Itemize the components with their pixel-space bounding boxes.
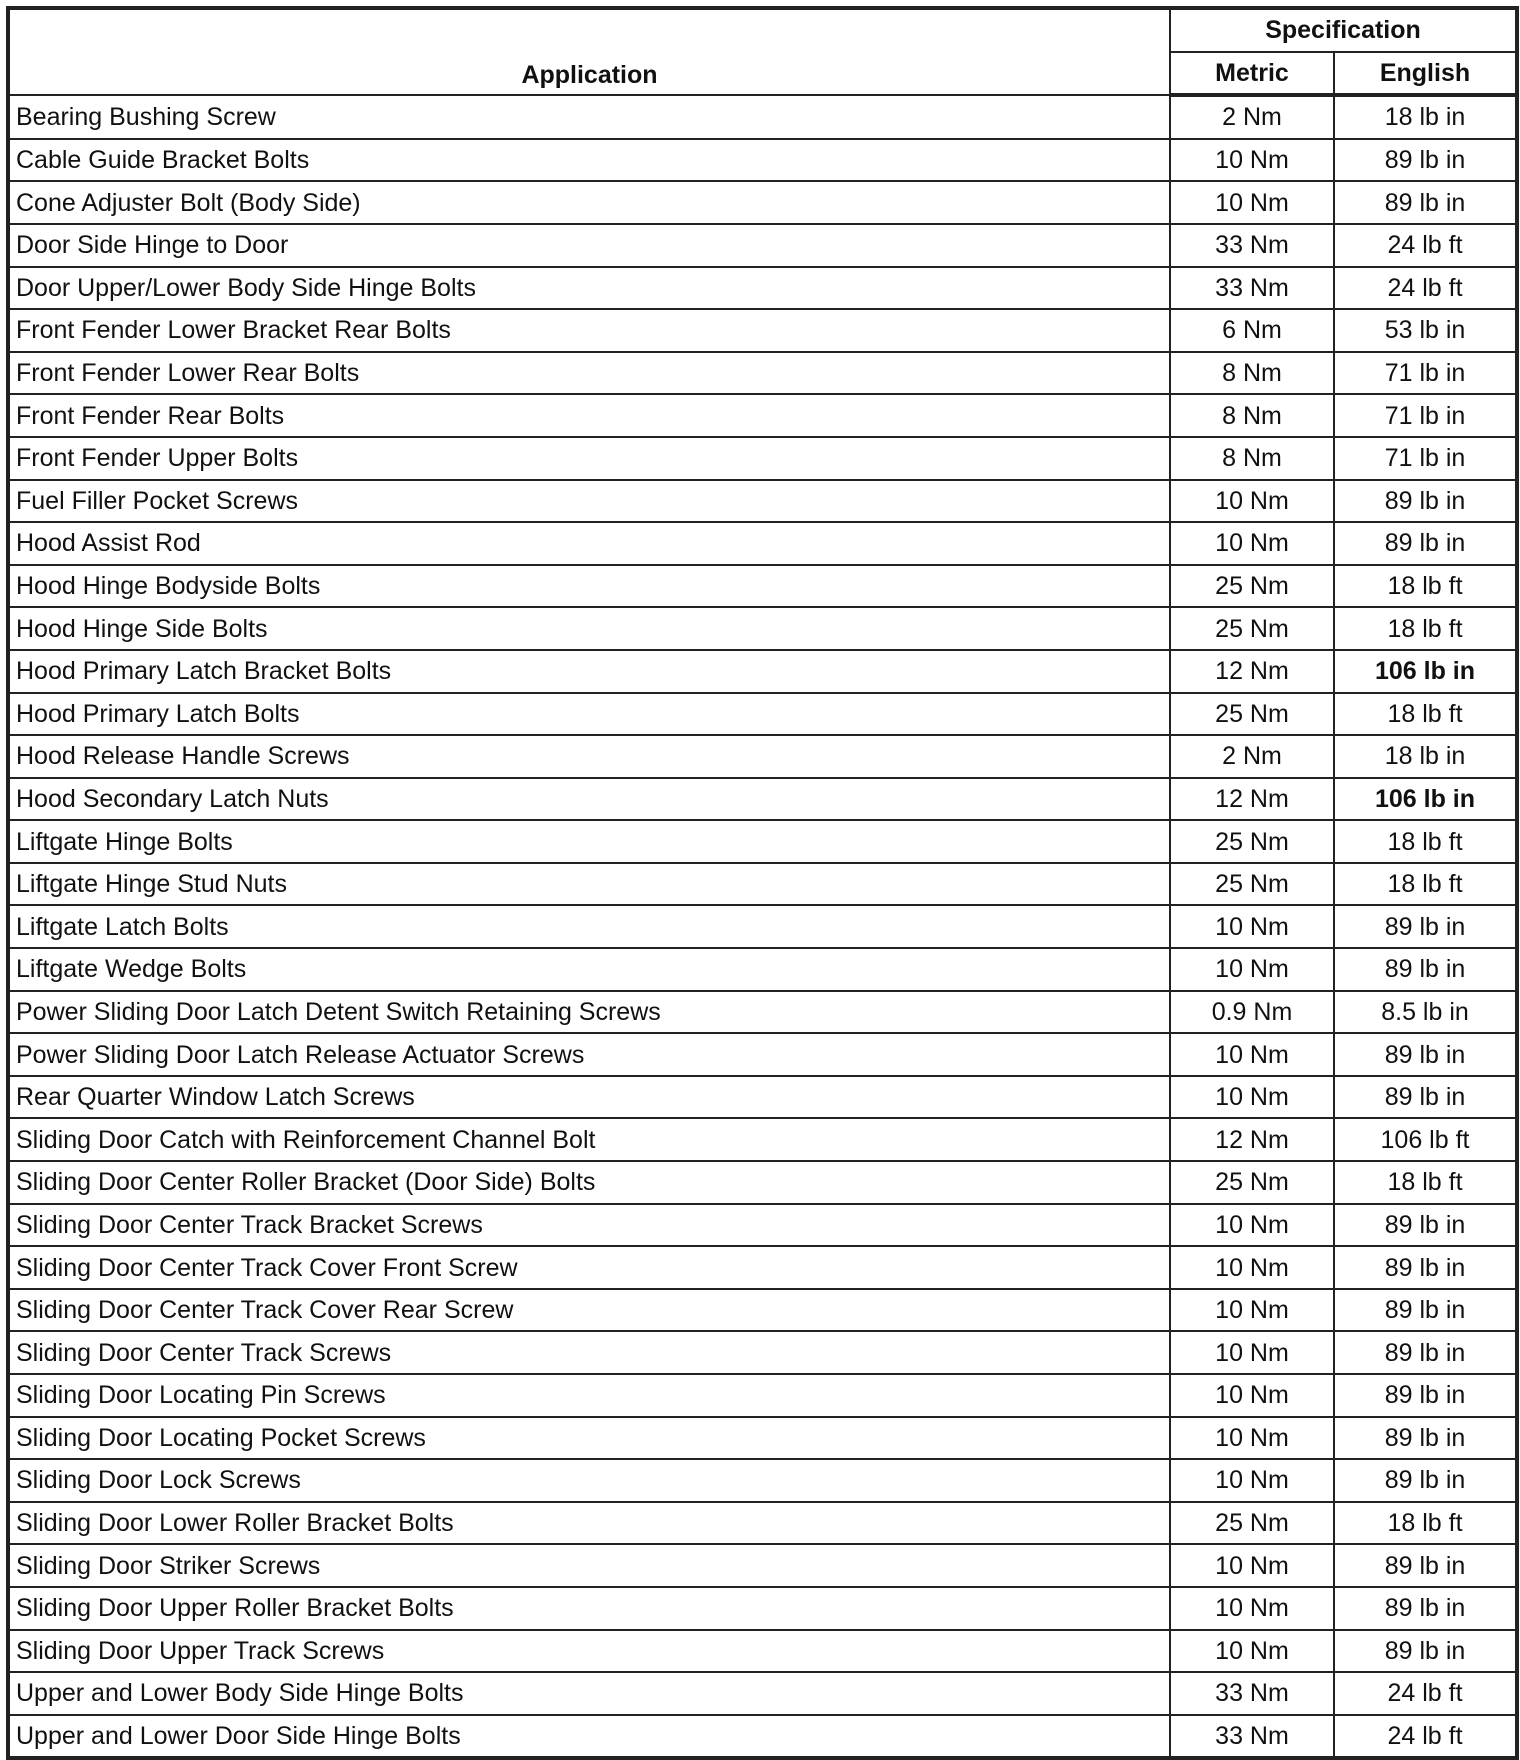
english-cell: 89 lb in: [1334, 1076, 1517, 1119]
metric-cell: 10 Nm: [1170, 1630, 1334, 1673]
application-cell: Power Sliding Door Latch Release Actuator Screws: [8, 1033, 1170, 1076]
english-cell: 106 lb in: [1334, 650, 1517, 693]
application-cell: Sliding Door Upper Roller Bracket Bolts: [8, 1587, 1170, 1630]
table-row: [8, 1417, 1517, 1460]
english-cell: 89 lb in: [1334, 480, 1517, 523]
metric-cell: 33 Nm: [1170, 1672, 1334, 1715]
metric-cell: 10 Nm: [1170, 1204, 1334, 1247]
english-cell: 89 lb in: [1334, 1374, 1517, 1417]
application-cell: Sliding Door Center Track Bracket Screws: [8, 1204, 1170, 1247]
table-row: [8, 1544, 1517, 1587]
header-metric: Metric: [1170, 52, 1334, 96]
english-cell: 18 lb in: [1334, 95, 1517, 139]
metric-cell: 25 Nm: [1170, 1502, 1334, 1545]
table-body: [8, 95, 1517, 1758]
table-row: [8, 139, 1517, 182]
table-row: [8, 778, 1517, 821]
application-cell: Hood Secondary Latch Nuts: [8, 778, 1170, 821]
fastener-spec-table: [6, 6, 1519, 1760]
metric-cell: 12 Nm: [1170, 778, 1334, 821]
table-row: [8, 1033, 1517, 1076]
english-cell: 18 lb ft: [1334, 1502, 1517, 1545]
metric-cell: 10 Nm: [1170, 1076, 1334, 1119]
table-row: [8, 735, 1517, 778]
application-cell: Liftgate Latch Bolts: [8, 905, 1170, 948]
metric-cell: 10 Nm: [1170, 1331, 1334, 1374]
application-cell: Sliding Door Center Track Cover Front Screw: [8, 1246, 1170, 1289]
metric-cell: 2 Nm: [1170, 95, 1334, 139]
english-cell: 89 lb in: [1334, 948, 1517, 991]
table-row: [8, 1246, 1517, 1289]
table-row: [8, 1161, 1517, 1204]
english-cell: 71 lb in: [1334, 352, 1517, 395]
application-cell: Sliding Door Center Track Cover Rear Screw: [8, 1289, 1170, 1332]
english-cell: 89 lb in: [1334, 1417, 1517, 1460]
application-cell: Sliding Door Lower Roller Bracket Bolts: [8, 1502, 1170, 1545]
english-cell: 71 lb in: [1334, 437, 1517, 480]
application-cell: Front Fender Lower Rear Bolts: [8, 352, 1170, 395]
application-cell: Sliding Door Lock Screws: [8, 1459, 1170, 1502]
metric-cell: 10 Nm: [1170, 1587, 1334, 1630]
metric-cell: 10 Nm: [1170, 1417, 1334, 1460]
table-row: [8, 607, 1517, 650]
application-cell: Liftgate Hinge Stud Nuts: [8, 863, 1170, 906]
metric-cell: 25 Nm: [1170, 1161, 1334, 1204]
metric-cell: 25 Nm: [1170, 565, 1334, 608]
table-row: [8, 1331, 1517, 1374]
table-row: [8, 1289, 1517, 1332]
metric-cell: 25 Nm: [1170, 820, 1334, 863]
metric-cell: 8 Nm: [1170, 437, 1334, 480]
header-application: Application: [8, 8, 1170, 95]
table-row: [8, 1076, 1517, 1119]
application-cell: Sliding Door Center Track Screws: [8, 1331, 1170, 1374]
metric-cell: 12 Nm: [1170, 650, 1334, 693]
english-cell: 89 lb in: [1334, 1204, 1517, 1247]
metric-cell: 25 Nm: [1170, 607, 1334, 650]
header-specification: Specification: [1170, 8, 1517, 52]
application-cell: Upper and Lower Door Side Hinge Bolts: [8, 1715, 1170, 1759]
application-cell: Front Fender Upper Bolts: [8, 437, 1170, 480]
english-cell: 106 lb ft: [1334, 1118, 1517, 1161]
english-cell: 89 lb in: [1334, 1289, 1517, 1332]
application-cell: Hood Hinge Side Bolts: [8, 607, 1170, 650]
application-cell: Cone Adjuster Bolt (Body Side): [8, 181, 1170, 224]
english-cell: 89 lb in: [1334, 1587, 1517, 1630]
english-cell: 89 lb in: [1334, 1033, 1517, 1076]
application-cell: Power Sliding Door Latch Detent Switch Retaining Screws: [8, 991, 1170, 1034]
application-cell: Hood Hinge Bodyside Bolts: [8, 565, 1170, 608]
english-cell: 89 lb in: [1334, 1544, 1517, 1587]
application-cell: Front Fender Rear Bolts: [8, 394, 1170, 437]
table-row: [8, 820, 1517, 863]
english-cell: 89 lb in: [1334, 1459, 1517, 1502]
application-cell: Bearing Bushing Screw: [8, 95, 1170, 139]
application-cell: Sliding Door Catch with Reinforcement Channel Bolt: [8, 1118, 1170, 1161]
application-cell: Hood Release Handle Screws: [8, 735, 1170, 778]
table-row: [8, 267, 1517, 310]
table-row: [8, 1715, 1517, 1759]
application-cell: Cable Guide Bracket Bolts: [8, 139, 1170, 182]
metric-cell: 33 Nm: [1170, 267, 1334, 310]
english-cell: 89 lb in: [1334, 522, 1517, 565]
metric-cell: 10 Nm: [1170, 480, 1334, 523]
table-row: [8, 1204, 1517, 1247]
metric-cell: 10 Nm: [1170, 1459, 1334, 1502]
application-cell: Upper and Lower Body Side Hinge Bolts: [8, 1672, 1170, 1715]
metric-cell: 12 Nm: [1170, 1118, 1334, 1161]
metric-cell: 10 Nm: [1170, 948, 1334, 991]
table-row: [8, 1587, 1517, 1630]
application-cell: Sliding Door Striker Screws: [8, 1544, 1170, 1587]
english-cell: 24 lb ft: [1334, 224, 1517, 267]
english-cell: 24 lb ft: [1334, 1672, 1517, 1715]
application-cell: Rear Quarter Window Latch Screws: [8, 1076, 1170, 1119]
metric-cell: 8 Nm: [1170, 394, 1334, 437]
english-cell: 89 lb in: [1334, 905, 1517, 948]
application-cell: Sliding Door Locating Pocket Screws: [8, 1417, 1170, 1460]
english-cell: 24 lb ft: [1334, 1715, 1517, 1759]
table-row: [8, 95, 1517, 139]
metric-cell: 10 Nm: [1170, 1033, 1334, 1076]
application-cell: Sliding Door Locating Pin Screws: [8, 1374, 1170, 1417]
table-row: [8, 863, 1517, 906]
metric-cell: 10 Nm: [1170, 905, 1334, 948]
metric-cell: 33 Nm: [1170, 224, 1334, 267]
table-row: [8, 480, 1517, 523]
english-cell: 18 lb in: [1334, 735, 1517, 778]
table-row: [8, 309, 1517, 352]
metric-cell: 25 Nm: [1170, 863, 1334, 906]
metric-cell: 10 Nm: [1170, 1246, 1334, 1289]
english-cell: 18 lb ft: [1334, 1161, 1517, 1204]
metric-cell: 6 Nm: [1170, 309, 1334, 352]
english-cell: 89 lb in: [1334, 1246, 1517, 1289]
table-row: [8, 1459, 1517, 1502]
application-cell: Door Side Hinge to Door: [8, 224, 1170, 267]
table-row: [8, 224, 1517, 267]
application-cell: Hood Primary Latch Bolts: [8, 693, 1170, 736]
application-cell: Sliding Door Upper Track Screws: [8, 1630, 1170, 1673]
application-cell: Hood Primary Latch Bracket Bolts: [8, 650, 1170, 693]
metric-cell: 0.9 Nm: [1170, 991, 1334, 1034]
english-cell: 106 lb in: [1334, 778, 1517, 821]
table-row: [8, 1630, 1517, 1673]
application-cell: Liftgate Hinge Bolts: [8, 820, 1170, 863]
english-cell: 89 lb in: [1334, 1630, 1517, 1673]
metric-cell: 2 Nm: [1170, 735, 1334, 778]
english-cell: 89 lb in: [1334, 181, 1517, 224]
metric-cell: 25 Nm: [1170, 693, 1334, 736]
table-row: [8, 693, 1517, 736]
metric-cell: 10 Nm: [1170, 1544, 1334, 1587]
english-cell: 71 lb in: [1334, 394, 1517, 437]
table-row: [8, 1672, 1517, 1715]
header-english: English: [1334, 52, 1517, 96]
table-row: [8, 522, 1517, 565]
table-row: [8, 394, 1517, 437]
table-row: [8, 1374, 1517, 1417]
table-header: [8, 8, 1517, 95]
table-row: [8, 1502, 1517, 1545]
english-cell: 24 lb ft: [1334, 267, 1517, 310]
metric-cell: 10 Nm: [1170, 1374, 1334, 1417]
english-cell: 18 lb ft: [1334, 693, 1517, 736]
application-cell: Sliding Door Center Roller Bracket (Door Side) Bolts: [8, 1161, 1170, 1204]
english-cell: 89 lb in: [1334, 1331, 1517, 1374]
table-row: [8, 181, 1517, 224]
metric-cell: 10 Nm: [1170, 1289, 1334, 1332]
table-row: [8, 352, 1517, 395]
metric-cell: 8 Nm: [1170, 352, 1334, 395]
table-row: [8, 1118, 1517, 1161]
metric-cell: 10 Nm: [1170, 139, 1334, 182]
english-cell: 18 lb ft: [1334, 820, 1517, 863]
application-cell: Door Upper/Lower Body Side Hinge Bolts: [8, 267, 1170, 310]
english-cell: 18 lb ft: [1334, 565, 1517, 608]
metric-cell: 10 Nm: [1170, 181, 1334, 224]
table-row: [8, 948, 1517, 991]
table-row: [8, 565, 1517, 608]
table-row: [8, 650, 1517, 693]
english-cell: 18 lb ft: [1334, 607, 1517, 650]
application-cell: Liftgate Wedge Bolts: [8, 948, 1170, 991]
english-cell: 53 lb in: [1334, 309, 1517, 352]
table-row: [8, 437, 1517, 480]
english-cell: 18 lb ft: [1334, 863, 1517, 906]
application-cell: Front Fender Lower Bracket Rear Bolts: [8, 309, 1170, 352]
metric-cell: 33 Nm: [1170, 1715, 1334, 1759]
english-cell: 8.5 lb in: [1334, 991, 1517, 1034]
table-row: [8, 905, 1517, 948]
table-row: [8, 991, 1517, 1034]
application-cell: Fuel Filler Pocket Screws: [8, 480, 1170, 523]
application-cell: Hood Assist Rod: [8, 522, 1170, 565]
english-cell: 89 lb in: [1334, 139, 1517, 182]
metric-cell: 10 Nm: [1170, 522, 1334, 565]
